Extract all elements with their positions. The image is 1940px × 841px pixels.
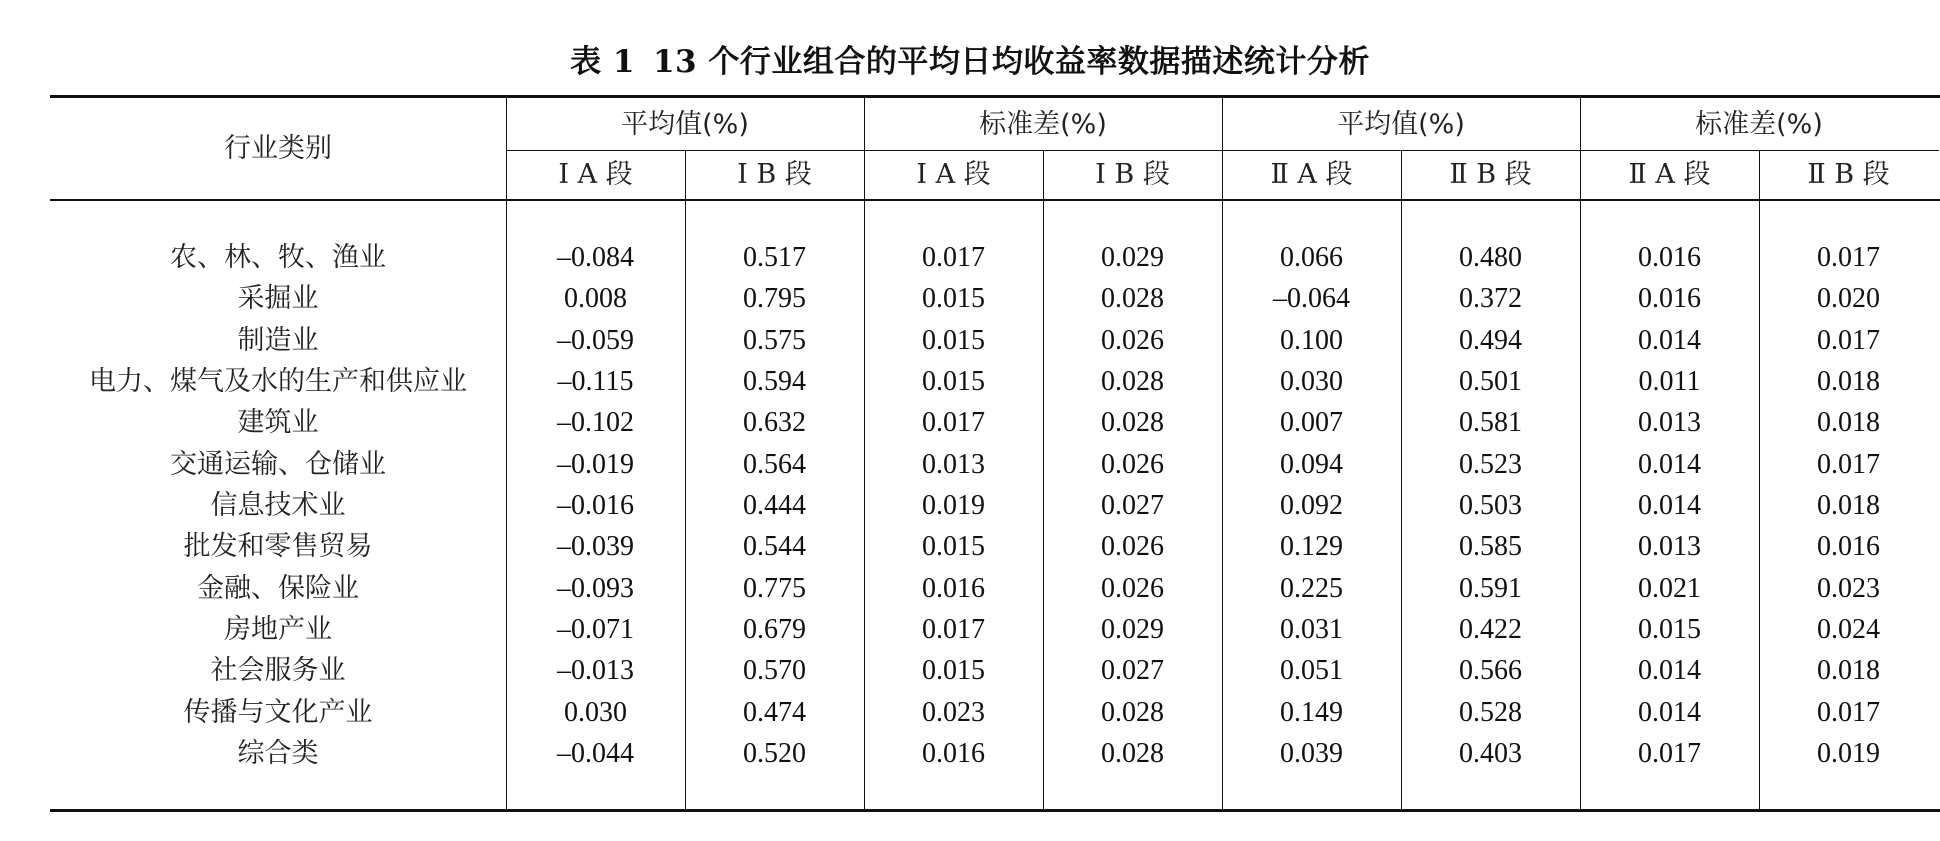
- row-label: 采掘业: [237, 283, 319, 314]
- table-cell: 0.028: [1101, 366, 1164, 397]
- table-cell: 0.016: [922, 573, 985, 604]
- table-cell: 0.480: [1459, 242, 1522, 273]
- table-cell: –0.019: [557, 449, 634, 480]
- sub-header-3: Ⅰ A 段: [916, 159, 991, 190]
- table-cell: 0.031: [1280, 614, 1343, 645]
- table-cell: 0.566: [1459, 655, 1522, 686]
- group-header-1: 平均值(%): [621, 109, 749, 140]
- table-cell: 0.018: [1817, 490, 1880, 521]
- table-cell: 0.014: [1638, 697, 1701, 728]
- table-cell: 0.023: [922, 697, 985, 728]
- row-label: 社会服务业: [210, 655, 346, 686]
- table-cell: 0.030: [564, 697, 627, 728]
- table-cell: 0.019: [922, 490, 985, 521]
- row-label: 批发和零售贸易: [183, 531, 373, 562]
- table-cell: –0.044: [557, 738, 634, 769]
- table-cell: 0.014: [1638, 325, 1701, 356]
- table-cell: 0.094: [1280, 449, 1343, 480]
- table-cell: 0.494: [1459, 325, 1522, 356]
- table-cell: 0.016: [1638, 283, 1701, 314]
- table-cell: 0.501: [1459, 366, 1522, 397]
- table-cell: 0.007: [1280, 407, 1343, 438]
- row-label: 建筑业: [237, 407, 319, 438]
- sub-header-4: Ⅰ B 段: [1095, 159, 1170, 190]
- table-caption-text: 13 个行业组合的平均日均收益率数据描述统计分析: [652, 44, 1370, 80]
- table-cell: 0.017: [922, 242, 985, 273]
- table-cell: 0.015: [922, 325, 985, 356]
- table-cell: –0.013: [557, 655, 634, 686]
- table-cell: 0.225: [1280, 573, 1343, 604]
- table-cell: 0.014: [1638, 655, 1701, 686]
- table-cell: 0.679: [743, 614, 806, 645]
- table-caption: [0, 36, 1940, 81]
- table-caption-number: 表 1: [570, 44, 635, 80]
- sub-header-1: Ⅰ A 段: [558, 159, 633, 190]
- table-cell: –0.115: [557, 366, 634, 397]
- table-cell: 0.023: [1817, 573, 1880, 604]
- table-cell: 0.129: [1280, 531, 1343, 562]
- table-cell: –0.039: [557, 531, 634, 562]
- table-cell: 0.013: [1638, 407, 1701, 438]
- table-cell: 0.015: [922, 283, 985, 314]
- table-cell: 0.581: [1459, 407, 1522, 438]
- table-cell: 0.014: [1638, 490, 1701, 521]
- table-cell: 0.585: [1459, 531, 1522, 562]
- row-label: 农、林、牧、渔业: [170, 242, 386, 273]
- table-cell: 0.422: [1459, 614, 1522, 645]
- table-cell: 0.149: [1280, 697, 1343, 728]
- table-cell: 0.027: [1101, 655, 1164, 686]
- table-cell: 0.066: [1280, 242, 1343, 273]
- table-cell: 0.528: [1459, 697, 1522, 728]
- table-cell: 0.019: [1817, 738, 1880, 769]
- table-cell: 0.016: [1817, 531, 1880, 562]
- table-cell: 0.026: [1101, 531, 1164, 562]
- sub-header-6: Ⅱ B 段: [1449, 159, 1532, 190]
- table-cell: 0.632: [743, 407, 806, 438]
- table-cell: –0.016: [557, 490, 634, 521]
- table-cell: 0.372: [1459, 283, 1522, 314]
- table-cell: 0.008: [564, 283, 627, 314]
- row-label: 金融、保险业: [197, 573, 359, 604]
- table-cell: 0.544: [743, 531, 806, 562]
- table-cell: 0.795: [743, 283, 806, 314]
- table-cell: 0.517: [743, 242, 806, 273]
- row-label: 电力、煤气及水的生产和供应业: [89, 366, 467, 397]
- table-cell: 0.017: [1817, 325, 1880, 356]
- table-cell: 0.020: [1817, 283, 1880, 314]
- table-cell: 0.026: [1101, 573, 1164, 604]
- table-cell: 0.051: [1280, 655, 1343, 686]
- table-cell: 0.013: [922, 449, 985, 480]
- table-cell: 0.775: [743, 573, 806, 604]
- table-cell: 0.570: [743, 655, 806, 686]
- row-label: 综合类: [237, 738, 319, 769]
- table-cell: 0.092: [1280, 490, 1343, 521]
- table-cell: 0.403: [1459, 738, 1522, 769]
- table-cell: 0.024: [1817, 614, 1880, 645]
- table-cell: 0.018: [1817, 407, 1880, 438]
- table-cell: 0.017: [1638, 738, 1701, 769]
- sub-header-7: Ⅱ A 段: [1628, 159, 1711, 190]
- table-cell: 0.474: [743, 697, 806, 728]
- table-cell: 0.026: [1101, 325, 1164, 356]
- table-cell: 0.013: [1638, 531, 1701, 562]
- table-cell: 0.015: [1638, 614, 1701, 645]
- group-header-2: 标准差(%): [979, 109, 1107, 140]
- row-label: 房地产业: [224, 614, 332, 645]
- table-cell: 0.016: [922, 738, 985, 769]
- table-cell: –0.093: [557, 573, 634, 604]
- table-cell: 0.015: [922, 655, 985, 686]
- table-bottom-rule: [50, 809, 1940, 812]
- table-cell: 0.028: [1101, 738, 1164, 769]
- table-cell: –0.059: [557, 325, 634, 356]
- table-cell: 0.100: [1280, 325, 1343, 356]
- table-cell: 0.575: [743, 325, 806, 356]
- table-cell: 0.021: [1638, 573, 1701, 604]
- row-label: 制造业: [237, 325, 319, 356]
- table-cell: 0.028: [1101, 283, 1164, 314]
- table-cell: 0.011: [1638, 366, 1701, 397]
- table-cell: 0.017: [1817, 697, 1880, 728]
- group-header-4: 标准差(%): [1695, 109, 1823, 140]
- table-cell: –0.102: [557, 407, 634, 438]
- table-cell: 0.028: [1101, 407, 1164, 438]
- table-cell: 0.591: [1459, 573, 1522, 604]
- table-cell: 0.594: [743, 366, 806, 397]
- table-cell: 0.027: [1101, 490, 1164, 521]
- table-cell: 0.503: [1459, 490, 1522, 521]
- table-header-rule: [50, 199, 1940, 201]
- table-cell: 0.015: [922, 366, 985, 397]
- table-cell: 0.015: [922, 531, 985, 562]
- row-label: 交通运输、仓储业: [170, 449, 386, 480]
- table-cell: 0.018: [1817, 366, 1880, 397]
- table-cell: –0.084: [557, 242, 634, 273]
- table-cell: 0.029: [1101, 242, 1164, 273]
- table-cell: 0.029: [1101, 614, 1164, 645]
- table-cell: 0.444: [743, 490, 806, 521]
- group-header-3: 平均值(%): [1337, 109, 1465, 140]
- row-label: 信息技术业: [210, 490, 346, 521]
- sub-header-8: Ⅱ B 段: [1807, 159, 1890, 190]
- table-cell: –0.064: [1273, 283, 1350, 314]
- table-cell: 0.564: [743, 449, 806, 480]
- table-cell: 0.030: [1280, 366, 1343, 397]
- table-cell: 0.014: [1638, 449, 1701, 480]
- table-cell: 0.039: [1280, 738, 1343, 769]
- row-header-label: 行业类别: [224, 133, 332, 164]
- table-cell: 0.017: [1817, 449, 1880, 480]
- table-cell: 0.017: [1817, 242, 1880, 273]
- table-cell: 0.017: [922, 407, 985, 438]
- table-cell: 0.018: [1817, 655, 1880, 686]
- table-cell: 0.520: [743, 738, 806, 769]
- table-cell: 0.026: [1101, 449, 1164, 480]
- sub-header-2: Ⅰ B 段: [737, 159, 812, 190]
- table-cell: 0.523: [1459, 449, 1522, 480]
- table-cell: –0.071: [557, 614, 634, 645]
- row-label: 传播与文化产业: [183, 697, 373, 728]
- table-cell: 0.028: [1101, 697, 1164, 728]
- table-cell: 0.017: [922, 614, 985, 645]
- sub-header-5: Ⅱ A 段: [1270, 159, 1353, 190]
- table-cell: 0.016: [1638, 242, 1701, 273]
